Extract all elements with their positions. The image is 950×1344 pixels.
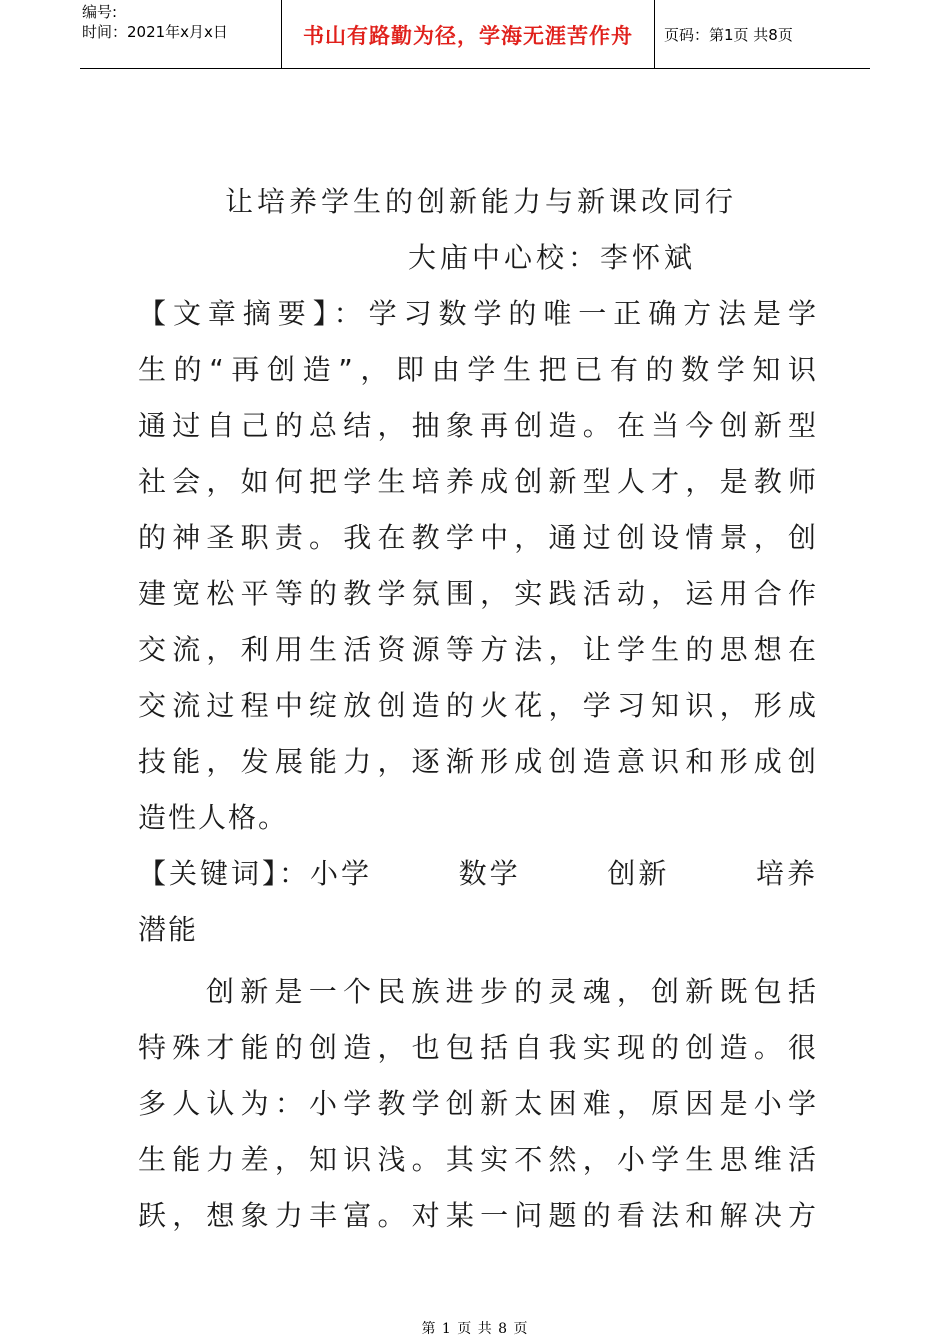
abstract-line: 【文章摘要】：学习数学的唯一正确方法是学 bbox=[138, 297, 818, 330]
header-divider bbox=[654, 0, 655, 68]
keywords bbox=[138, 852, 818, 964]
abstract-line: 社会，如何把学生培养成创新型人才，是教师 bbox=[138, 465, 818, 498]
header-page-info: 页码：第1页 共8页 bbox=[664, 26, 793, 44]
document-title: 让培养学生的创新能力与新课改同行 bbox=[224, 185, 737, 218]
page-footer: 第 1 页 共 8 页 bbox=[421, 1321, 529, 1337]
number-label: 编号: bbox=[82, 3, 118, 21]
abstract bbox=[138, 292, 818, 852]
page-header bbox=[80, 0, 870, 69]
abstract-line: 交流过程中绽放创造的火花，学习知识，形成 bbox=[138, 689, 818, 722]
abstract-line: 生的“再创造”，即由学生把已有的数学知识 bbox=[138, 353, 818, 386]
document-author: 大庙中心校：李怀斌 bbox=[408, 241, 697, 274]
keyword: 潜能 bbox=[138, 913, 199, 946]
abstract-line: 造性人格。 bbox=[138, 801, 289, 834]
abstract-line: 通过自己的总结，抽象再创造。在当今创新型 bbox=[138, 409, 818, 442]
body-line: 多人认为：小学教学创新太困难，原因是小学 bbox=[138, 1087, 818, 1120]
keyword: 培养 bbox=[755, 857, 818, 890]
keywords-line bbox=[138, 852, 818, 908]
body-line: 特殊才能的创造，也包括自我实现的创造。很 bbox=[138, 1031, 818, 1064]
keyword: 数学 bbox=[458, 857, 521, 890]
body-paragraph bbox=[138, 970, 818, 1250]
keyword: 创新 bbox=[607, 857, 670, 890]
time-label: 时间：2021年x月x日 bbox=[82, 23, 228, 41]
body-line: 跃，想象力丰富。对某一问题的看法和解决方 bbox=[138, 1199, 818, 1232]
abstract-line: 技能，发展能力，逐渐形成创造意识和形成创 bbox=[138, 745, 818, 778]
header-motto: 书山有路勤为径，学海无涯苦作舟 bbox=[303, 24, 633, 48]
abstract-line: 交流，利用生活资源等方法，让学生的思想在 bbox=[138, 633, 818, 666]
document-body bbox=[138, 180, 818, 1250]
abstract-line: 建宽松平等的教学氛围，实践活动，运用合作 bbox=[138, 577, 818, 610]
keywords-label: 【关键词】：小学 bbox=[138, 857, 373, 890]
body-line: 创新是一个民族进步的灵魂，创新既包括 bbox=[206, 975, 818, 1008]
body-line: 生能力差，知识浅。其实不然，小学生思维活 bbox=[138, 1143, 818, 1176]
header-meta bbox=[82, 2, 280, 42]
abstract-line: 的神圣职责。我在教学中，通过创设情景，创 bbox=[138, 521, 818, 554]
